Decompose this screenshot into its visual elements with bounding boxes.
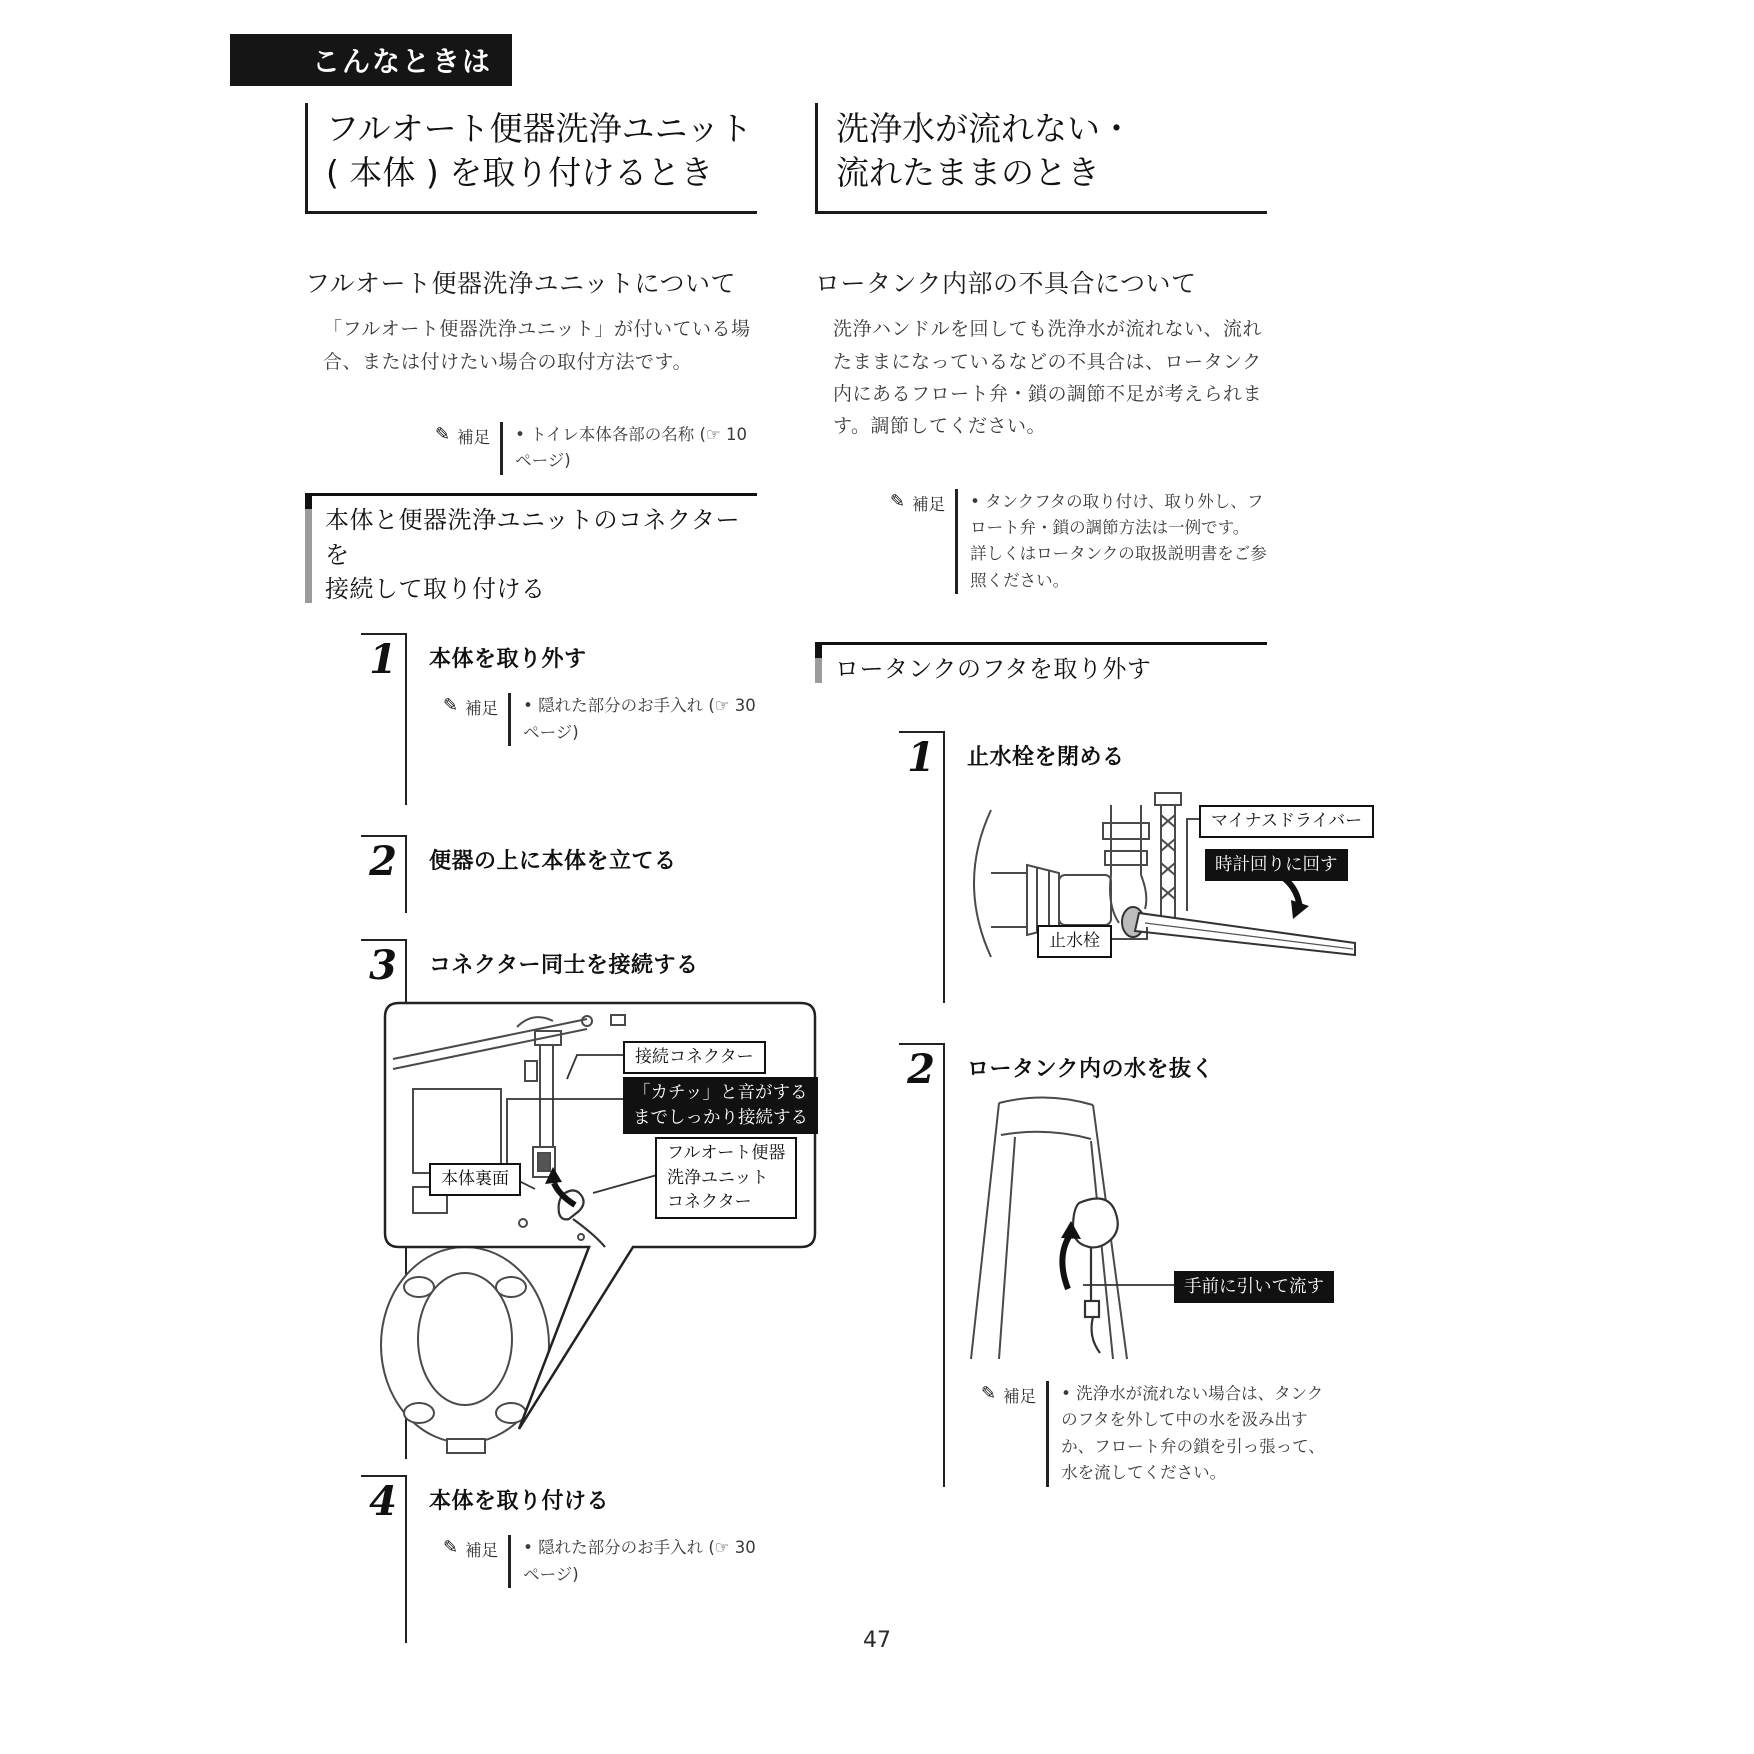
left-title-line1: フルオート便器洗浄ユニット <box>326 109 753 148</box>
step-title: 本体を取り外す <box>429 647 587 673</box>
step-number: 2 <box>361 835 407 913</box>
note-text: • トイレ本体各部の名称 (☞ 10 ページ) <box>500 422 757 475</box>
shutoff-valve-label: 止水栓 <box>1037 925 1112 958</box>
shutoff-valve-diagram <box>963 785 1385 1003</box>
section-badge: こんなときは <box>230 34 512 86</box>
right-column-title <box>815 103 1267 214</box>
pencil-icon: ✎ <box>890 490 906 512</box>
click-sound-label: 「カチッ」と音がする までしっかり接続する <box>623 1077 818 1134</box>
note-text: • 洗浄水が流れない場合は、タンクのフタを外して中の水を汲み出すか、フロート弁の鎖を引っ張って、水を流してください。 <box>1046 1381 1333 1487</box>
step-note <box>443 1535 757 1588</box>
step-connect-connectors <box>361 939 808 1459</box>
step-note <box>443 693 757 746</box>
step-title: 止水栓を閉める <box>967 744 1125 770</box>
note-text: • タンクフタの取り付け、取り外し、フロート弁・鎖の調節方法は一例です。 詳しくはロータンクの取扱説明書をご参照ください。 <box>955 489 1267 595</box>
note-text: • 隠れた部分のお手入れ (☞ 30 ページ) <box>508 1535 757 1588</box>
right-steps <box>815 731 1363 1487</box>
step-remove-body <box>361 633 757 805</box>
left-about-body: 「フルオート便器洗浄ユニット」が付いている場合、または付けたい場合の取付方法です。 <box>323 318 751 373</box>
subsection-line2: 接続して取り付ける <box>325 575 546 604</box>
right-title-line2: 流れたままのとき <box>836 153 1100 193</box>
subsection-line1: 本体と便器洗浄ユニットのコネクターを <box>325 505 741 569</box>
left-about-note <box>435 422 757 475</box>
flathead-screwdriver-label: マイナスドライバー <box>1199 805 1374 838</box>
left-column <box>305 103 808 1643</box>
pencil-icon: ✎ <box>443 1537 459 1559</box>
step-number: 4 <box>361 1475 407 1643</box>
note-label: 補足 <box>1003 1386 1037 1406</box>
pencil-icon: ✎ <box>443 695 459 717</box>
tank-illustration <box>941 1095 1363 1363</box>
step-number: 1 <box>899 731 945 1003</box>
right-title-line1: 洗浄水が流れない・ <box>836 109 1133 148</box>
step-attach-body <box>361 1475 757 1643</box>
pencil-icon: ✎ <box>981 1382 997 1404</box>
left-column-title <box>305 103 757 214</box>
left-steps <box>305 633 808 1643</box>
connector-diagram <box>377 997 829 1459</box>
step-drain-tank <box>899 1043 1325 1487</box>
unit-connector-label: フルオート便器 洗浄ユニット コネクター <box>655 1137 797 1219</box>
left-title-line2: ( 本体 ) を取り付けるとき <box>326 153 714 193</box>
right-about-note <box>890 489 1267 595</box>
note-label: 補足 <box>465 1541 499 1561</box>
turn-clockwise-label: 時計回りに回す <box>1205 849 1348 882</box>
pull-to-flush-label: 手前に引いて流す <box>1174 1271 1334 1304</box>
tank-handle-diagram <box>941 1095 1363 1363</box>
note-text: • 隠れた部分のお手入れ (☞ 30 ページ) <box>508 693 757 746</box>
subsection-line1: ロータンクのフタを取り外す <box>835 655 1152 684</box>
note-label: 補足 <box>465 699 499 719</box>
step-stand-body <box>361 835 757 913</box>
step-note <box>981 1381 1333 1487</box>
step-title: 便器の上に本体を立てる <box>429 849 677 875</box>
connector-label: 接続コネクター <box>623 1041 766 1074</box>
note-label: 補足 <box>457 428 491 448</box>
body-back-label: 本体裏面 <box>429 1163 521 1196</box>
pencil-icon: ✎ <box>435 424 451 446</box>
note-label: 補足 <box>912 494 946 514</box>
right-about-heading: ロータンク内部の不具合について <box>815 269 1197 299</box>
right-about-body: 洗浄ハンドルを回しても洗浄水が流れない、流れたままになっているなどの不具合は、ロータンク内にあるフロート弁・鎖の調節不足が考えられます。調節してください。 <box>833 318 1263 438</box>
page-number: 47 <box>863 1628 891 1653</box>
step-number: 1 <box>361 633 407 805</box>
left-subsection-heading <box>305 493 757 611</box>
right-subsection-heading <box>815 642 1267 691</box>
note-head <box>435 422 490 448</box>
step-number: 3 <box>361 939 407 1459</box>
left-about-heading: フルオート便器洗浄ユニットについて <box>305 269 737 299</box>
step-title: ロータンク内の水を抜く <box>967 1056 1215 1082</box>
step-close-valve <box>899 731 1363 1003</box>
step-number: 2 <box>899 1043 945 1487</box>
step-title: 本体を取り付ける <box>429 1489 610 1515</box>
step-title: コネクター同士を接続する <box>429 953 699 979</box>
right-column <box>815 103 1363 1487</box>
